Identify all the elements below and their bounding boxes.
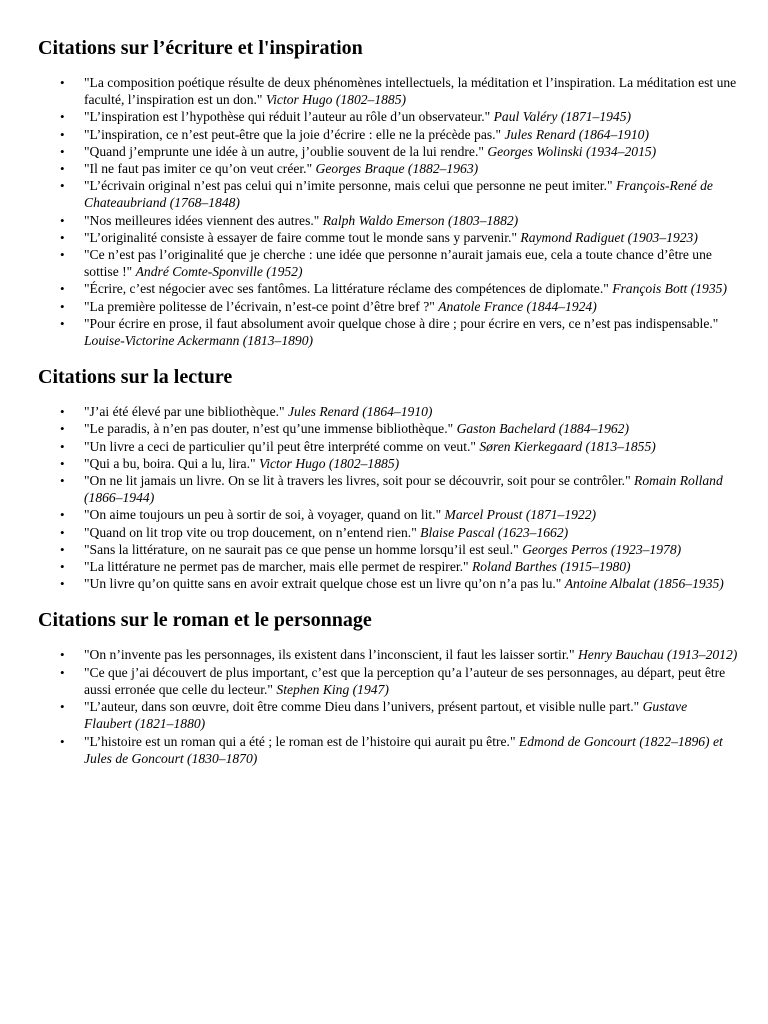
bullet-icon: • (60, 647, 65, 663)
quote-text: "Écrire, c’est négocier avec ses fantômes. La littérature réclame des compétences de diplomate." (84, 281, 609, 297)
quote-item (60, 212, 738, 229)
quote-text: "J’ai été élevé par une bibliothèque." (84, 404, 285, 420)
quote-item (60, 524, 738, 541)
quote-item (60, 315, 738, 349)
quote-item (60, 698, 738, 732)
quote-author: Victor Hugo (1802–1885) (258, 455, 400, 471)
quote-text: "Qui a bu, boira. Qui a lu, lira." (84, 455, 256, 471)
quote-item (60, 143, 738, 160)
quote-author: Antoine Albalat (1856–1935) (564, 576, 724, 592)
bullet-icon: • (60, 664, 65, 680)
quote-text: "Quand on lit trop vite ou trop doucement, on n’entend rien." (84, 524, 417, 540)
quote-list (38, 74, 738, 349)
quote-item (60, 74, 738, 108)
quote-author: Gustave Flaubert (1821–1880) (84, 699, 688, 732)
quote-author: Louise-Victorine Ackermann (1813–1890) (84, 333, 314, 349)
quote-author: Gaston Bachelard (1884–1962) (456, 421, 629, 437)
bullet-icon: • (60, 143, 65, 159)
bullet-icon: • (60, 404, 65, 420)
bullet-icon: • (60, 524, 65, 540)
bullet-icon: • (60, 161, 65, 177)
quote-author: Paul Valéry (1871–1945) (493, 109, 632, 125)
quote-item (60, 472, 738, 506)
quote-author: Marcel Proust (1871–1922) (444, 507, 597, 523)
quote-list (38, 646, 738, 766)
quote-text: "Nos meilleures idées viennent des autres." (84, 212, 320, 228)
bullet-icon: • (60, 541, 65, 557)
bullet-icon: • (60, 421, 65, 437)
bullet-icon: • (60, 699, 65, 715)
section-heading: Citations sur la lecture (38, 366, 233, 389)
bullet-icon: • (60, 315, 65, 331)
quote-text: "L’auteur, dans son œuvre, doit être comme Dieu dans l’univers, présent partout, et visible nulle part." (84, 699, 640, 715)
quote-text: "On ne lit jamais un livre. On se lit à travers les livres, soit pour se découvrir, soit pour se contrôler." (84, 473, 631, 489)
quote-author: Stephen King (1947) (276, 681, 389, 697)
bullet-icon: • (60, 281, 65, 297)
bullet-icon: • (60, 473, 65, 489)
quote-item (60, 558, 738, 575)
quote-item (60, 664, 738, 698)
bullet-icon: • (60, 247, 65, 263)
quote-author: Roland Barthes (1915–1980) (472, 559, 631, 575)
quote-text: "L’inspiration est l’hypothèse qui réduit l’auteur au rôle d’un observateur." (84, 109, 491, 125)
quote-item (60, 160, 738, 177)
bullet-icon: • (60, 178, 65, 194)
quote-author: Georges Perros (1923–1978) (522, 541, 682, 557)
quote-item (60, 506, 738, 523)
quote-text: "La première politesse de l’écrivain, n’est-ce point d’être bref ?" (84, 298, 435, 314)
quote-text: "Il ne faut pas imiter ce qu’on veut créer." (84, 161, 313, 177)
quote-text: "Un livre a ceci de particulier qu’il peut être interprété comme on veut." (84, 438, 476, 454)
bullet-icon: • (60, 455, 65, 471)
quote-text: "Un livre qu’on quitte sans en avoir extrait quelque chose est un livre qu’on n’a pas lu." (84, 576, 562, 592)
quote-item (60, 646, 738, 663)
quote-text: "Ce que j’ai découvert de plus important, c’est que la perception qu’a l’auteur de ses personnages, au départ, peut être aussi erronée que celle du lecteur." (84, 664, 726, 697)
quote-item (60, 541, 738, 558)
bullet-icon: • (60, 298, 65, 314)
bullet-icon: • (60, 229, 65, 245)
quote-author: Blaise Pascal (1623–1662) (420, 524, 569, 540)
bullet-icon: • (60, 438, 65, 454)
quote-item (60, 280, 738, 297)
quote-author: Anatole France (1844–1924) (438, 298, 597, 314)
section-writing-inspiration (38, 36, 738, 349)
bullet-icon: • (60, 733, 65, 749)
quote-author: Jules Renard (1864–1910) (287, 404, 433, 420)
quote-author: Romain Rolland (1866–1944) (84, 473, 723, 506)
section-reading (38, 365, 738, 592)
quote-text: "Sans la littérature, on ne saurait pas ce que pense un homme lorsqu’il est seul." (84, 541, 519, 557)
quote-author: Raymond Radiguet (1903–1923) (520, 229, 698, 245)
quote-item (60, 298, 738, 315)
bullet-icon: • (60, 109, 65, 125)
quote-author: Georges Wolinski (1934–2015) (487, 143, 657, 159)
quote-text: "On aime toujours un peu à sortir de soi, à voyager, quand on lit." (84, 507, 442, 523)
bullet-icon: • (60, 126, 65, 142)
quote-item (60, 108, 738, 125)
section-novel-character (38, 608, 738, 766)
quote-author: Edmond de Goncourt (1822–1896) et Jules de Goncourt (1830–1870) (84, 733, 723, 766)
quote-item (60, 733, 738, 767)
bullet-icon: • (60, 576, 65, 592)
quote-text: "L’histoire est un roman qui a été ; le roman est de l’histoire qui aurait pu être." (84, 733, 516, 749)
section-heading: Citations sur l’écriture et l'inspiration (38, 37, 363, 59)
quote-item (60, 177, 738, 211)
bullet-icon: • (60, 507, 65, 523)
quote-text: "Le paradis, à n’en pas douter, n’est qu’une immense bibliothèque." (84, 421, 454, 437)
quote-author: François-René de Chateaubriand (1768–1848) (84, 178, 713, 211)
quote-text: "L’écrivain original n’est pas celui qui n’imite personne, mais celui que personne ne peut imiter." (84, 178, 613, 194)
quote-item (60, 246, 738, 280)
quote-author: Jules Renard (1864–1910) (504, 126, 649, 142)
bullet-icon: • (60, 559, 65, 575)
quote-text: "On n’invente pas les personnages, ils existent dans l’inconscient, il faut les laisser sortir." (84, 647, 575, 663)
bullet-icon: • (60, 75, 65, 90)
quote-text: "La composition poétique résulte de deux phénomènes intellectuels, la méditation et l’inspiration. La méditation est une faculté, l’inspiration est un don." (84, 75, 737, 108)
quote-author: Ralph Waldo Emerson (1803–1882) (322, 212, 519, 228)
quote-item (60, 455, 738, 472)
section-heading: Citations sur le roman et le personnage (38, 609, 372, 632)
quote-text: "Ce n’est pas l’originalité que je cherche : une idée que personne n’aurait jamais eue, cela a toute chance d’être une sottise !" (84, 247, 712, 280)
quote-author: André Comte-Sponville (1952) (135, 264, 303, 280)
quote-author: Søren Kierkegaard (1813–1855) (479, 438, 656, 454)
quote-text: "L’inspiration, ce n’est peut-être que la joie d’écrire : elle ne la précède pas." (84, 126, 502, 142)
quote-text: "Pour écrire en prose, il faut absolument avoir quelque chose à dire ; pour écrire en vers, ce n’est pas indispensable." (84, 315, 719, 331)
quote-author: Georges Braque (1882–1963) (315, 161, 479, 177)
quote-item (60, 575, 738, 592)
quote-item (60, 229, 738, 246)
quote-item (60, 420, 738, 437)
quote-item (60, 403, 738, 420)
quote-author: Victor Hugo (1802–1885) (265, 92, 407, 108)
quote-author: François Bott (1935) (612, 281, 727, 297)
quote-author: Henry Bauchau (1913–2012) (577, 647, 738, 663)
quote-text: "L’originalité consiste à essayer de faire comme tout le monde sans y parvenir." (84, 229, 518, 245)
bullet-icon: • (60, 212, 65, 228)
quote-item (60, 438, 738, 455)
quote-list (38, 403, 738, 592)
quote-text: "La littérature ne permet pas de marcher, mais elle permet de respirer." (84, 559, 469, 575)
quote-item (60, 126, 738, 143)
quote-text: "Quand j’emprunte une idée à un autre, j’oublie souvent de la lui rendre." (84, 143, 484, 159)
